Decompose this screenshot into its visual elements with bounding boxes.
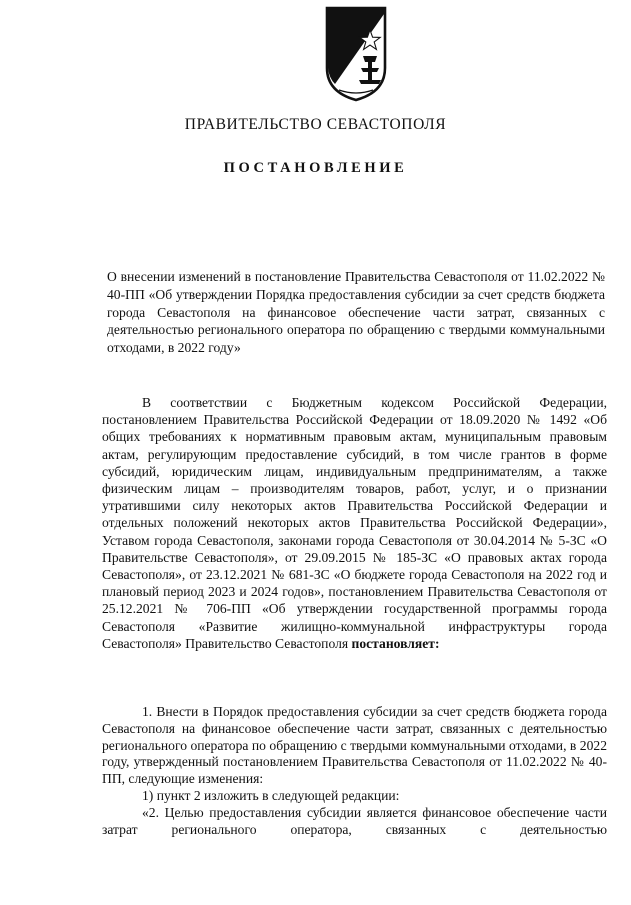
subitem-1-paragraph: 1) пункт 2 изложить в следующей редакции: bbox=[142, 787, 400, 803]
decree-body bbox=[102, 704, 607, 838]
quoted-amendment-paragraph: «2. Целью предоставления субсидии является финансовое обеспечение части затрат регионального оператора, связанных с деятельностью bbox=[102, 804, 607, 837]
resolves-word: постановляет: bbox=[351, 635, 440, 651]
government-name: ПРАВИТЕЛЬСТВО СЕВАСТОПОЛЯ bbox=[184, 116, 447, 133]
preamble-paragraph bbox=[102, 394, 607, 652]
document-type-title: ПОСТАНОВЛЕНИЕ bbox=[223, 160, 408, 176]
decree-subject: О внесении изменений в постановление Правительства Севастополя от 11.02.2022 № 40-ПП «Об утверждении Порядка предоставления субсидии за счет средств бюджета города Севастополя на финансовое обеспечение части затрат, связанных с деятельностью регионального оператора по обращению с твердыми коммунальными отходами, в 2022 году» bbox=[107, 269, 605, 356]
sevastopol-coat-of-arms-icon bbox=[325, 6, 387, 102]
item-1-paragraph: 1. Внести в Порядок предоставления субсидии за счет средств бюджета города Севастополя на финансовое обеспечение части затрат, связанных с деятельностью регионального оператора по обращению с твердыми коммунальными отходами, в 2022 году, утвержденный постановлением Правительства Севастополя от 11.02.2022 № 40-ПП, следующие изменения: bbox=[102, 704, 607, 787]
preamble-text: В соответствии с Бюджетным кодексом Российской Федерации, постановлением Правительства Российской Федерации от 18.09.2020 № 1492 «Об общих требованиях к нормативным правовым актам, муниципальным правовым актам, регулирующим предоставление субсидий, в том числе грантов в форме субсидий, юридическим лицам, индивидуальным предпринимателям, а также физическим лицам – производителям товаров, работ, услуг, и о признании утратившими силу некоторых актов Правительства Российской Федерации и отдельных положений некоторых актов Правительства Российской Федерации», Уставом города Севастополя, законами города Севастополя от 30.04.2014 № 5-ЗС «О Правительстве Севастополя», от 29.09.2015 № 185-ЗС «О правовых актах города Севастополя», от 23.12.2021 № 681-ЗС «О бюджете города Севастополя на 2022 год и плановый период 2023 и 2024 годов», постановлением Правительства Севастополя от 25.12.2021 № 706-ПП «Об утверждении государственной программы города Севастополя «Развитие жилищно-коммунальной инфраструктуры города Севастополя» Правительство Севастополя bbox=[102, 395, 607, 651]
